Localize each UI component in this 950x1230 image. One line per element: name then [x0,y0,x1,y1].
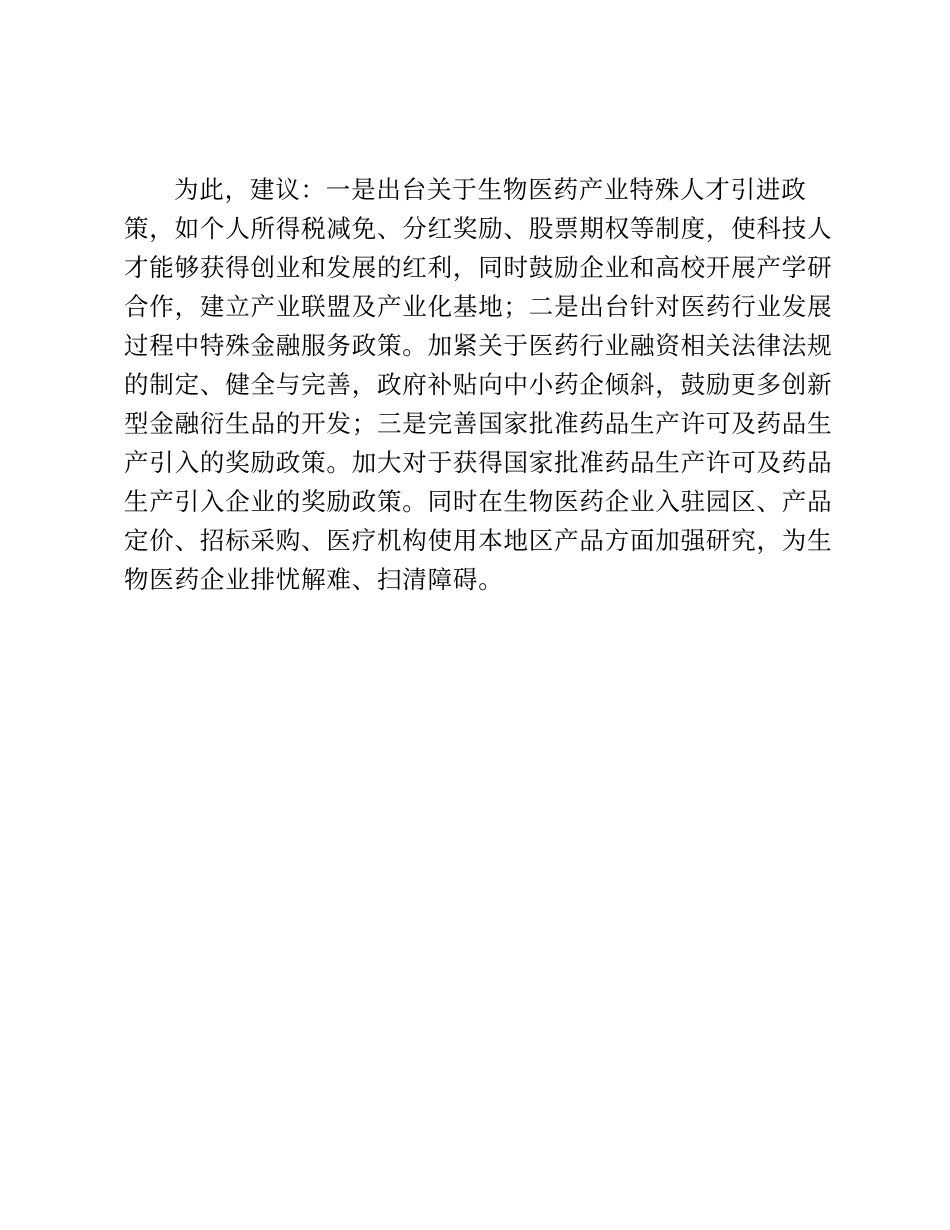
paragraph-line: 的制定、健全与完善，政府补贴向中小药企倾斜，鼓励更多创新 [124,370,833,399]
paragraph-line: 才能够获得创业和发展的红利，同时鼓励企业和高校开展产学研 [124,253,833,282]
paragraph-line: 产引入的奖励政策。加大对于获得国家批准药品生产许可及药品 [124,448,833,477]
paragraph-line: 过程中特殊金融服务政策。加紧关于医药行业融资相关法律法规 [124,331,833,360]
paragraph-line: 物医药企业排忧解难、扫清障碍。 [124,565,504,594]
paragraph-line: 为此，建议：一是出台关于生物医药产业特殊人才引进政 [174,175,807,204]
paragraph-line: 型金融衍生品的开发；三是完善国家批准药品生产许可及药品生 [124,409,833,438]
paragraph-line: 合作，建立产业联盟及产业化基地；二是出台针对医药行业发展 [124,292,833,321]
body-paragraph [124,170,844,599]
paragraph-line: 定价、招标采购、医疗机构使用本地区产品方面加强研究，为生 [124,526,833,555]
paragraph-line: 生产引入企业的奖励政策。同时在生物医药企业入驻园区、产品 [124,487,833,516]
paragraph-line: 策，如个人所得税减免、分红奖励、股票期权等制度，使科技人 [124,214,833,243]
